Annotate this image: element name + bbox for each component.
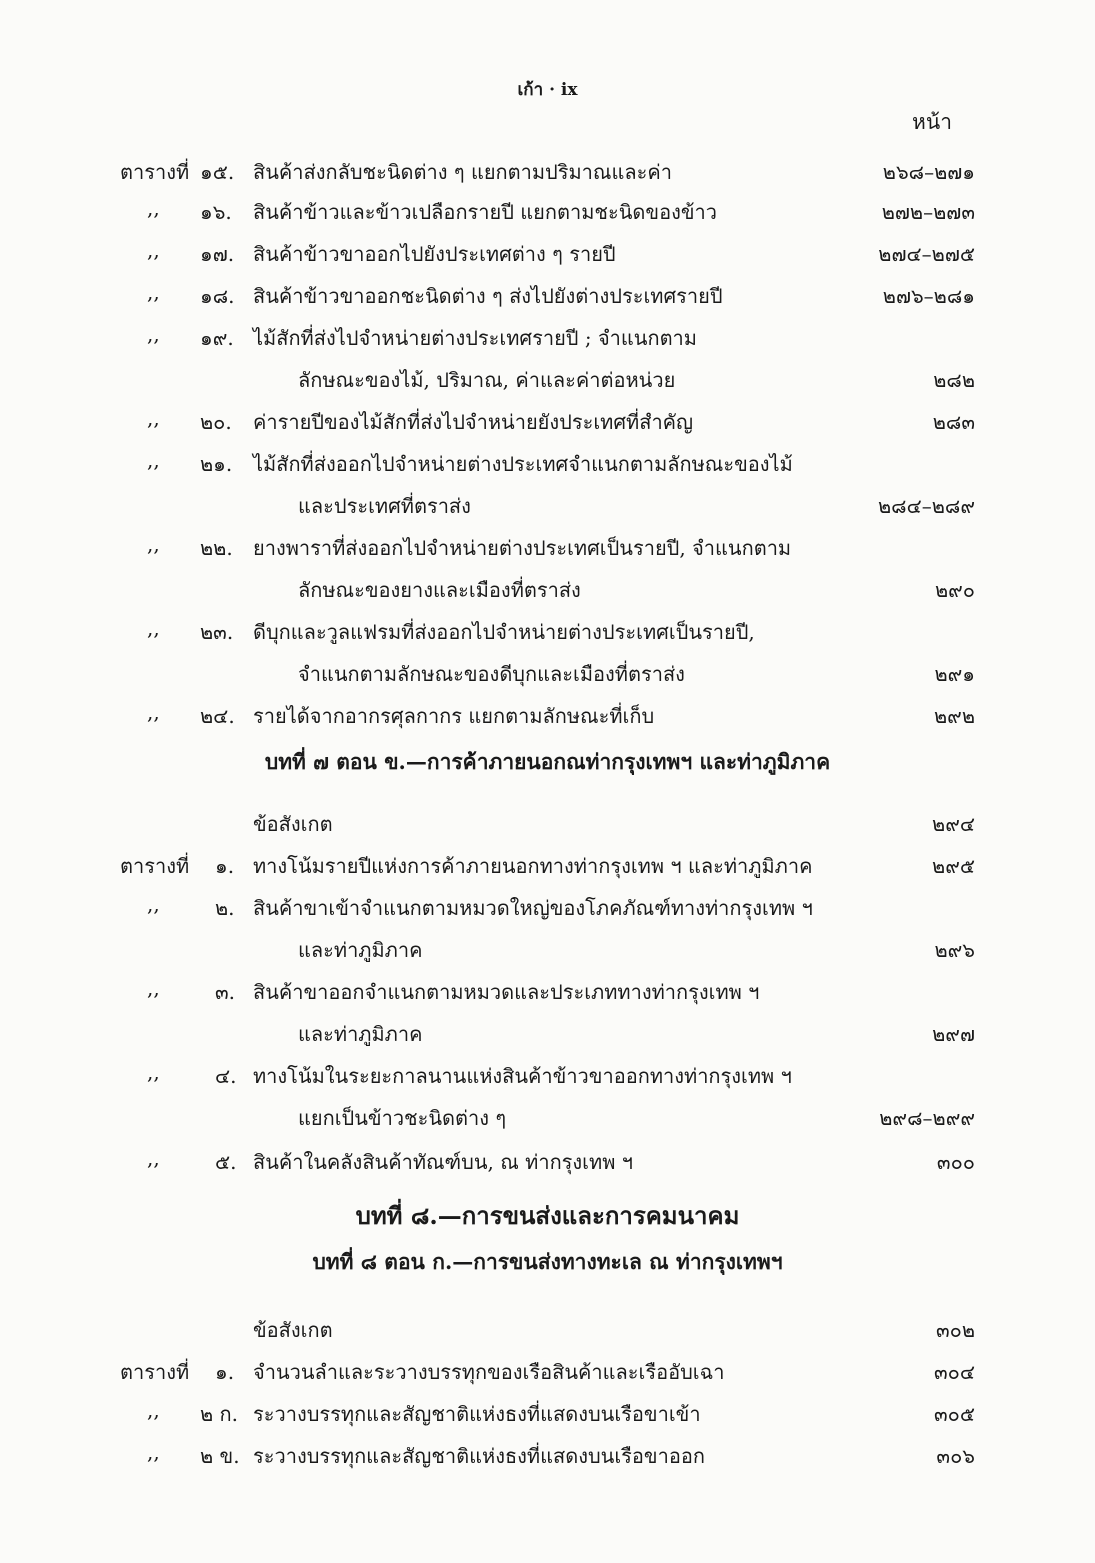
entry-title: ลักษณะของไม้, ปริมาณ, ค่าและค่าต่อหน่วย (298, 368, 676, 392)
section-heading: บทที่ ๘.—การขนส่งและการคมนาคม (355, 1201, 740, 1230)
table-number: ๒. (215, 896, 235, 920)
entry-title: รายได้จากอากรศุลกากร แยกตามลักษณะที่เก็บ (253, 704, 655, 728)
page-reference: ๓๐๒ (935, 1318, 975, 1342)
page-reference: ๒๘๔–๒๘๙ (877, 494, 975, 518)
table-number: ๑. (215, 854, 235, 878)
table-number: ๓. (215, 980, 236, 1004)
toc-row (0, 1138, 1095, 1182)
toc-row (0, 440, 1095, 484)
toc-row (0, 800, 1095, 844)
page-reference: ๒๙๔ (932, 812, 975, 836)
table-number: ๔. (215, 1064, 237, 1088)
ditto-mark: ,, (147, 616, 160, 640)
table-number: ๒๒. (200, 536, 233, 560)
ditto-mark: ,, (147, 700, 160, 724)
ditto-mark: ,, (147, 1398, 160, 1422)
toc-row (0, 692, 1095, 736)
table-prefix: ตารางที่ (120, 854, 190, 878)
entry-title: ลักษณะของยางและเมืองที่ตราส่ง (298, 578, 581, 602)
toc-row (0, 1348, 1095, 1392)
table-number: ๑๗. (200, 242, 235, 266)
page-reference: ๓๐๖ (936, 1444, 975, 1468)
toc-row (0, 1432, 1095, 1476)
toc-row (0, 272, 1095, 316)
page-reference: ๒๙๐ (934, 578, 975, 602)
entry-title: ข้อสังเกต (253, 1318, 333, 1342)
entry-title: สินค้าส่งกลับชะนิดต่าง ๆ แยกตามปริมาณและค่า (253, 160, 672, 184)
page-reference: ๓๐๔ (933, 1360, 975, 1384)
table-number: ๑๙. (200, 326, 234, 350)
section-heading: บทที่ ๘ ตอน ก.—การขนส่งทางทะเล ณ ท่ากรุงเทพฯ (312, 1249, 783, 1274)
toc-row (0, 566, 1095, 610)
toc-row (0, 968, 1095, 1012)
table-number: ๑. (215, 1360, 235, 1384)
ditto-mark: ,, (147, 532, 160, 556)
entry-title: ทางโน้มในระยะกาลนานแห่งสินค้าข้าวขาออกทางท่ากรุงเทพ ฯ (253, 1064, 792, 1088)
entry-title: ทางโน้มรายปีแห่งการค้าภายนอกทางท่ากรุงเทพ ฯ และท่าภูมิภาค (253, 854, 813, 878)
toc-row (0, 608, 1095, 652)
toc-row (0, 1052, 1095, 1096)
toc-row (0, 1390, 1095, 1434)
page-reference: ๒๖๘–๒๗๑ (882, 160, 975, 184)
toc-row (0, 482, 1095, 526)
page-reference: ๒๙๖ (934, 938, 975, 962)
page-reference: ๒๙๑ (934, 662, 975, 686)
table-prefix: ตารางที่ (120, 160, 190, 184)
toc-row (0, 926, 1095, 970)
ditto-mark: ,, (147, 238, 160, 262)
table-number: ๑๘. (200, 284, 235, 308)
entry-title: แยกเป็นข้าวชะนิดต่าง ๆ (298, 1106, 507, 1130)
entry-title: สินค้าข้าวขาออกชะนิดต่าง ๆ ส่งไปยังต่างประเทศรายปี (253, 284, 723, 308)
page-reference: ๓๐๐ (936, 1150, 975, 1174)
entry-title: ยางพาราที่ส่งออกไปจำหน่ายต่างประเทศเป็นรายปี, จำแนกตาม (253, 536, 792, 560)
toc-row (0, 188, 1095, 232)
page-reference: ๒๙๒ (933, 704, 975, 728)
table-number: ๕. (215, 1150, 237, 1174)
page-column-label: หน้า (912, 110, 952, 134)
entry-title: สินค้าขาออกจำแนกตามหมวดและประเภททางท่ากรุงเทพ ฯ (253, 980, 760, 1004)
page-reference: ๓๐๕ (933, 1402, 975, 1426)
entry-title: ค่ารายปีของไม้สักที่ส่งไปจำหน่ายยังประเทศที่สำคัญ (253, 410, 694, 434)
toc-row (0, 314, 1095, 358)
ditto-mark: ,, (147, 406, 160, 430)
ditto-mark: ,, (147, 322, 160, 346)
table-number: ๒ ก. (200, 1402, 239, 1426)
table-number: ๒ ข. (200, 1444, 240, 1468)
page-reference: ๒๙๘–๒๙๙ (879, 1106, 975, 1130)
entry-title: สินค้าในคลังสินค้าทัณฑ์บน, ณ ท่ากรุงเทพ ฯ (253, 1150, 633, 1174)
table-number: ๒๔. (200, 704, 235, 728)
table-number: ๒๓. (200, 620, 234, 644)
entry-title: ไม้สักที่ส่งออกไปจำหน่ายต่างประเทศจำแนกตามลักษณะของไม้ (253, 452, 793, 476)
entry-title: และท่าภูมิภาค (298, 1022, 423, 1046)
toc-row (0, 230, 1095, 274)
entry-title: สินค้าข้าวและข้าวเปลือกรายปี แยกตามชะนิดของข้าว (253, 200, 717, 224)
page-reference: ๒๘๒ (933, 368, 975, 392)
ditto-mark: ,, (147, 1440, 160, 1464)
ditto-mark: ,, (147, 196, 160, 220)
entry-title: และประเทศที่ตราส่ง (298, 494, 471, 518)
ditto-mark: ,, (147, 976, 160, 1000)
toc-row (0, 148, 1095, 192)
toc-row (0, 356, 1095, 400)
toc-row (0, 650, 1095, 694)
ditto-mark: ,, (147, 448, 160, 472)
table-number: ๑๕. (200, 160, 235, 184)
entry-title: ข้อสังเกต (253, 812, 333, 836)
table-number: ๒๑. (200, 452, 233, 476)
page-reference: ๒๙๗ (932, 1022, 975, 1046)
toc-row (0, 398, 1095, 442)
toc-row (0, 842, 1095, 886)
toc-row (0, 1094, 1095, 1138)
entry-title: ระวางบรรทุกและสัญชาติแห่งธงที่แสดงบนเรือขาเข้า (253, 1402, 701, 1426)
page-header: เก้า · ix (517, 80, 578, 100)
ditto-mark: ,, (147, 892, 160, 916)
toc-row (0, 884, 1095, 928)
toc-row (0, 1306, 1095, 1350)
page-reference: ๒๗๒–๒๗๓ (881, 200, 975, 224)
table-number: ๑๖. (200, 200, 232, 224)
table-prefix: ตารางที่ (120, 1360, 190, 1384)
page-reference: ๒๘๓ (932, 410, 975, 434)
ditto-mark: ,, (147, 1060, 160, 1084)
ditto-mark: ,, (147, 280, 160, 304)
page-reference: ๒๗๖–๒๘๑ (882, 284, 975, 308)
ditto-mark: ,, (147, 1146, 160, 1170)
page-reference: ๒๙๕ (932, 854, 975, 878)
entry-title: ระวางบรรทุกและสัญชาติแห่งธงที่แสดงบนเรือขาออก (253, 1444, 705, 1468)
entry-title: ดีบุกและวูลแฟรมที่ส่งออกไปจำหน่ายต่างประเทศเป็นรายปี, (253, 620, 755, 644)
toc-row (0, 1010, 1095, 1054)
section-heading: บทที่ ๗ ตอน ข.—การค้าภายนอกณท่ากรุงเทพฯ และท่าภูมิภาค (264, 749, 831, 774)
entry-title: จำนวนลำและระวางบรรทุกของเรือสินค้าและเรืออับเฉา (253, 1360, 725, 1384)
entry-title: ไม้สักที่ส่งไปจำหน่ายต่างประเทศรายปี ; จำแนกตาม (253, 326, 697, 350)
table-number: ๒๐. (200, 410, 232, 434)
toc-row (0, 524, 1095, 568)
entry-title: จำแนกตามลักษณะของดีบุกและเมืองที่ตราส่ง (298, 662, 685, 686)
page-reference: ๒๗๔–๒๗๕ (878, 242, 975, 266)
entry-title: และท่าภูมิภาค (298, 938, 423, 962)
entry-title: สินค้าข้าวขาออกไปยังประเทศต่าง ๆ รายปี (253, 242, 616, 266)
entry-title: สินค้าขาเข้าจำแนกตามหมวดใหญ่ของโภคภัณฑ์ทางท่ากรุงเทพ ฯ (253, 896, 813, 920)
